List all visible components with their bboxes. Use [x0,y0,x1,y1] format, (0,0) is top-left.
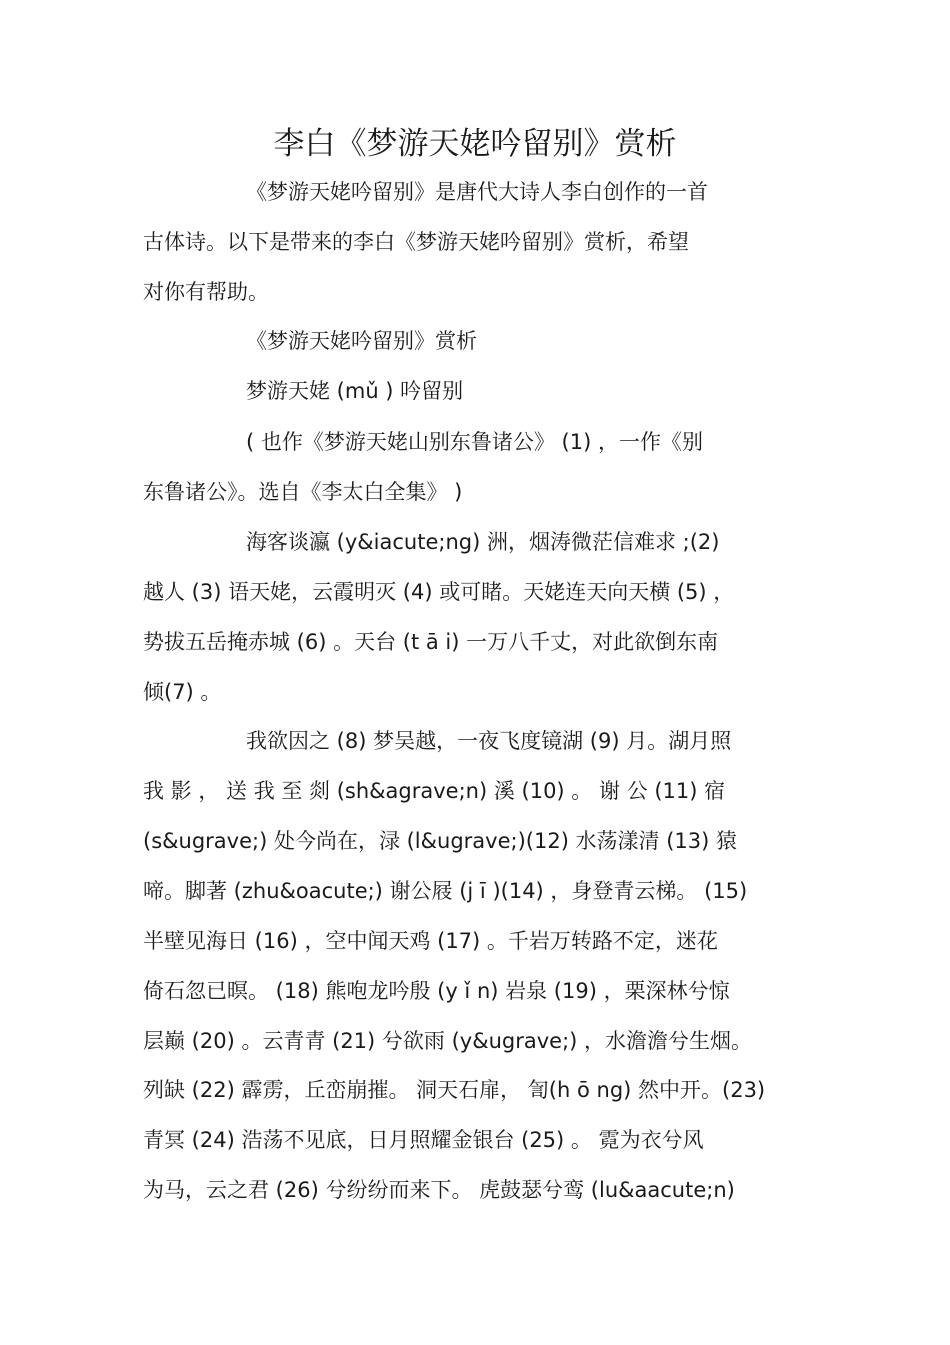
document-title: 李白《梦游天姥吟留别》赏析 [273,126,677,162]
stanza2-line-2: 我 影 ， 送 我 至 剡 (sh&agrave;n) 溪 (10) 。 谢 公 (11) 宿 [143,779,726,803]
intro-line-1: 《梦游天姥吟留别》是唐代大诗人李白创作的一首 [246,180,708,204]
stanza2-line-4: 啼。脚著 (zhu&oacute;) 谢公屐 (j ī )(14) ，身登青云梯。 (15) [143,879,748,903]
intro-line-3: 对你有帮助。 [143,280,269,304]
stanza2-line-8: 列缺 (22) 霹雳，丘峦崩摧。 洞天石扉， 訇(h ō ng) 然中开。(23) [143,1078,766,1102]
stanza2-line-6: 倚石忽已暝。 (18) 熊咆龙吟殷 (y ǐ n) 岩泉 (19) ，栗深林兮惊 [143,979,730,1003]
intro-line-2: 古体诗。以下是带来的李白《梦游天姥吟留别》赏析，希望 [143,230,689,254]
stanza1-line-2: 越人 (3) 语天姥，云霞明灭 (4) 或可睹。天姥连天向天横 (5) ， [143,580,735,604]
poem-title: 梦游天姥 (mǔ ) 吟留别 [246,379,464,403]
stanza2-line-5: 半壁见海日 (16) ，空中闻天鸡 (17) 。千岩万转路不定，迷花 [143,929,718,953]
note-line-2: 东鲁诸公》。选自《李太白全集》 ) [143,480,463,504]
stanza1-line-1: 海客谈瀛 (y&iacute;ng) 洲，烟涛微茫信难求 ;(2) [246,530,720,554]
stanza1-line-4: 倾(7) 。 [143,680,222,704]
stanza2-line-3: (s&ugrave;) 处今尚在，渌 (l&ugrave;)(12) 水荡漾清 (13) 猿 [143,829,738,853]
stanza2-line-9: 青冥 (24) 浩荡不见底，日月照耀金银台 (25) 。 霓为衣兮风 [143,1128,704,1152]
note-line-1: ( 也作《梦游天姥山别东鲁诸公》 (1) ，一作《别 [246,430,703,454]
stanza2-line-7: 层巅 (20) 。云青青 (21) 兮欲雨 (y&ugrave;) ，水澹澹兮生烟。 [143,1029,753,1053]
stanza1-line-3: 势拔五岳掩赤城 (6) 。天台 (t ā i) 一万八千丈，对此欲倒东南 [143,630,719,654]
stanza2-line-10: 为马，云之君 (26) 兮纷纷而来下。 虎鼓瑟兮鸾 (lu&aacute;n) [143,1178,735,1202]
section-heading: 《梦游天姥吟留别》赏析 [246,329,477,353]
stanza2-line-1: 我欲因之 (8) 梦吴越，一夜飞度镜湖 (9) 月。湖月照 [246,729,732,753]
